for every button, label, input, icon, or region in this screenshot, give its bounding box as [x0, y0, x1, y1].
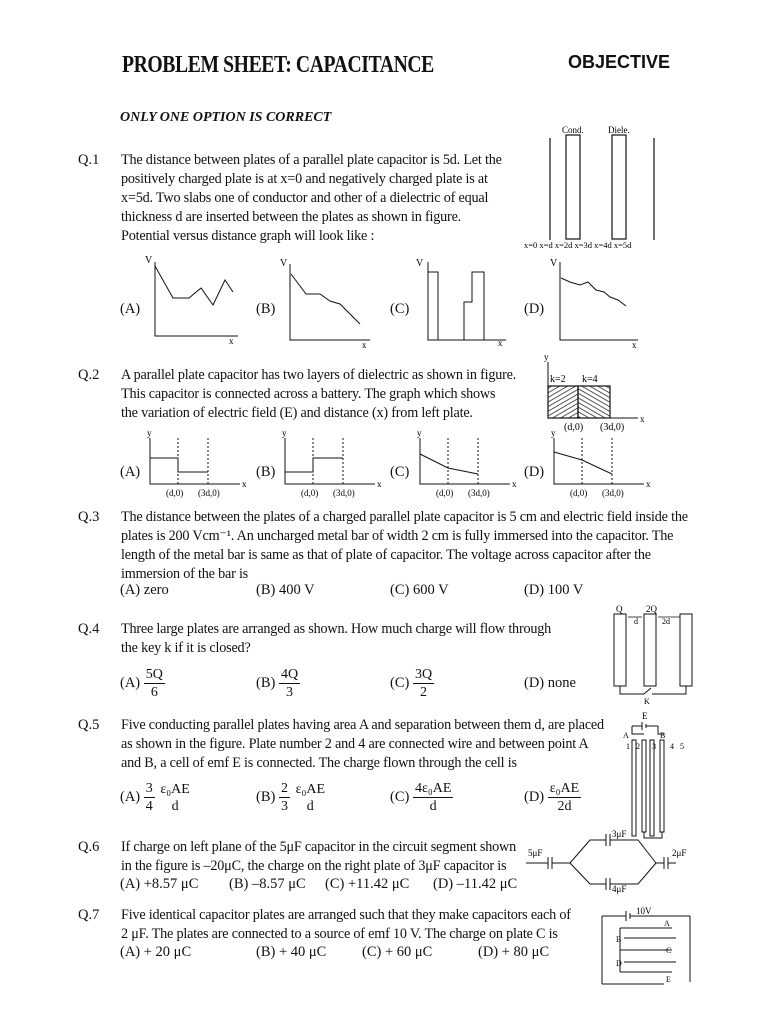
- svg-text:A: A: [664, 919, 670, 928]
- q1-graph-a: [143, 254, 243, 346]
- q6-circuit-figure: [526, 826, 694, 896]
- option-c-label: (C): [390, 464, 410, 480]
- svg-text:V: V: [145, 255, 153, 266]
- option-b: (B) $\frac{2}{3}$ ε₀AE d: [256, 781, 326, 814]
- svg-text:y: y: [282, 428, 287, 438]
- q2-graph-c: [414, 428, 526, 500]
- svg-text:1: 1: [626, 742, 630, 751]
- question-number: Q.7: [78, 907, 100, 923]
- svg-text:4μF: 4μF: [612, 884, 627, 894]
- question-text: Five identical capacitor plates are arranged such that they make capacitors each of 2 μF. The plates are connected to a source of emf 10 V. The charge on plate C is: [121, 907, 571, 942]
- question-number: Q.5: [78, 717, 100, 733]
- q2-graph-b: [279, 428, 391, 500]
- svg-text:x: x: [377, 479, 382, 489]
- svg-text:k=4: k=4: [582, 374, 598, 385]
- svg-text:D: D: [616, 959, 622, 968]
- svg-text:V: V: [416, 258, 424, 269]
- page-title: PROBLEM SHEET: CAPACITANCE: [122, 52, 434, 78]
- q1-graph-c: [414, 256, 514, 348]
- option-d-label: (D): [524, 464, 545, 480]
- option-a: (A) + 20 μC: [120, 944, 192, 960]
- q7-plates-figure: [596, 902, 696, 988]
- option-b-label: (B): [256, 464, 276, 480]
- svg-text:A: A: [623, 731, 629, 740]
- svg-text:y: y: [551, 428, 556, 438]
- q1-graph-b: [278, 256, 378, 350]
- svg-text:3μF: 3μF: [612, 829, 627, 839]
- option-b-label: (B): [256, 301, 276, 317]
- svg-text:(3d,0): (3d,0): [333, 488, 355, 498]
- svg-text:10V: 10V: [636, 906, 652, 916]
- svg-text:x: x: [242, 479, 247, 489]
- svg-text:5: 5: [680, 742, 684, 751]
- option-c: (C) $\frac{\text{4ε₀AE}}{d}$: [390, 781, 452, 814]
- option-c: (C) $\frac{3Q}{2}$: [390, 667, 433, 700]
- question-text: The distance between plates of a parallel plate capacitor is 5d. Let the positively charged plate is at x=0 and negatively charged plate is at x=5d. Two slabs one of conductor and other of a dielectric of equal thickness d are inserted between the plates as shown in figure. Potential versus distance graph will look like :: [121, 152, 502, 244]
- option-b: (B) $\frac{4Q}{3}$: [256, 667, 299, 700]
- svg-text:(d,0): (d,0): [436, 488, 454, 498]
- svg-text:E: E: [666, 975, 671, 984]
- q1-graph-d: [548, 256, 643, 350]
- option-c: (C) +11.42 μC: [325, 876, 410, 892]
- question-number: Q.1: [78, 152, 100, 168]
- svg-text:V: V: [280, 258, 288, 269]
- question-number: Q.6: [78, 839, 100, 855]
- svg-text:2Q: 2Q: [646, 604, 657, 614]
- option-a: (A) $\frac{5Q}{6}$: [120, 667, 163, 700]
- svg-text:(3d,0): (3d,0): [468, 488, 490, 498]
- option-a: (A) +8.57 μC: [120, 876, 199, 892]
- svg-text:(d,0): (d,0): [564, 422, 584, 433]
- question-text: The distance between the plates of a charged parallel plate capacitor is 5 cm and electric field inside the plates is 200 Vcm⁻¹. An uncharged metal bar of width 2 cm is fully immersed into the capacitor. The length of the metal bar is same as that of plate of capacitor. The voltage across capacitor after the immersion of the bar is: [121, 509, 688, 582]
- option-b: (B) + 40 μC: [256, 944, 327, 960]
- option-b: (B) –8.57 μC: [229, 876, 306, 892]
- svg-text:(d,0): (d,0): [570, 488, 588, 498]
- q2-graph-d: [548, 428, 660, 500]
- svg-text:x: x: [498, 338, 503, 348]
- svg-text:(3d,0): (3d,0): [600, 422, 625, 433]
- svg-text:(3d,0): (3d,0): [602, 488, 624, 498]
- svg-text:(d,0): (d,0): [166, 488, 184, 498]
- svg-text:2d: 2d: [662, 617, 670, 626]
- svg-text:2: 2: [636, 742, 640, 751]
- q5-plates-figure: [618, 708, 688, 840]
- svg-text:y: y: [147, 428, 152, 438]
- svg-text:y: y: [544, 352, 549, 362]
- svg-text:x: x: [646, 479, 651, 489]
- question-text: A parallel plate capacitor has two layers of dielectric as shown in figure. This capacitor is connected across a battery. The graph which shows the variation of electric field (E) and distance (x) from left plate.: [121, 367, 517, 421]
- option-c: (C) + 60 μC: [362, 944, 433, 960]
- q1-plates-figure: [520, 120, 680, 255]
- section-tag: OBJECTIVE: [568, 52, 671, 72]
- svg-text:2μF: 2μF: [672, 848, 687, 858]
- svg-text:k=2: k=2: [550, 374, 566, 385]
- svg-text:4: 4: [670, 742, 674, 751]
- svg-text:y: y: [417, 428, 422, 438]
- svg-text:(3d,0): (3d,0): [198, 488, 220, 498]
- svg-text:(d,0): (d,0): [301, 488, 319, 498]
- question-number: Q.4: [78, 621, 100, 637]
- svg-text:x: x: [229, 336, 234, 346]
- option-d-label: (D): [524, 301, 545, 317]
- q2-graph-a: [144, 428, 256, 500]
- svg-text:B: B: [660, 731, 666, 740]
- option-a: (A) $\frac{3}{4}$ ε₀AE d: [120, 781, 190, 814]
- option-d: (D) none: [524, 675, 576, 691]
- instruction-text: ONLY ONE OPTION IS CORRECT: [120, 110, 332, 125]
- option-a-label: (A): [120, 464, 141, 480]
- q2-dielectric-figure: [538, 352, 658, 436]
- option-a-label: (A): [120, 301, 141, 317]
- question-number: Q.3: [78, 509, 100, 525]
- option-c-label: (C): [390, 301, 410, 317]
- svg-text:Q: Q: [616, 604, 623, 614]
- q4-plates-figure: [600, 602, 700, 706]
- svg-text:3: 3: [652, 742, 656, 751]
- option-d: (D) 100 V: [524, 582, 584, 598]
- question-text: If charge on left plane of the 5μF capacitor in the circuit segment shown in the figure is –20μC, the charge on the right plate of 3μF capacitor is: [121, 839, 516, 874]
- option-d: (D) –11.42 μC: [433, 876, 518, 892]
- cond-label: Cond.: [562, 125, 584, 135]
- question-text: Three large plates are arranged as shown. How much charge will flow through the key k if it is closed?: [121, 621, 552, 656]
- svg-text:E: E: [642, 711, 648, 721]
- svg-text:K: K: [644, 697, 650, 706]
- svg-text:V: V: [550, 258, 558, 269]
- svg-text:B: B: [616, 935, 622, 944]
- x-marks: x=0 x=d x=2d x=3d x=4d x=5d: [524, 240, 632, 250]
- svg-text:x: x: [512, 479, 517, 489]
- diele-label: Diele.: [608, 125, 630, 135]
- option-d: (D) + 80 μC: [478, 944, 550, 960]
- svg-text:x: x: [640, 414, 645, 424]
- svg-text:x: x: [362, 340, 367, 350]
- svg-text:x: x: [632, 340, 637, 350]
- svg-text:5μF: 5μF: [528, 848, 543, 858]
- option-c: (C) 600 V: [390, 582, 449, 598]
- option-b: (B) 400 V: [256, 582, 315, 598]
- question-number: Q.2: [78, 367, 100, 383]
- option-a: (A) zero: [120, 582, 169, 598]
- svg-text:C: C: [666, 946, 672, 955]
- option-d: (D) $\frac{\text{ε₀AE}}{2d}$: [524, 781, 580, 814]
- question-text: Five conducting parallel plates having area A and separation between them d, are placed as shown in the figure. Plate number 2 and 4 are connected wire and between point A and B, a cell of emf E is connected. The charge flown through the cell is: [121, 717, 604, 771]
- svg-text:d: d: [634, 617, 638, 626]
